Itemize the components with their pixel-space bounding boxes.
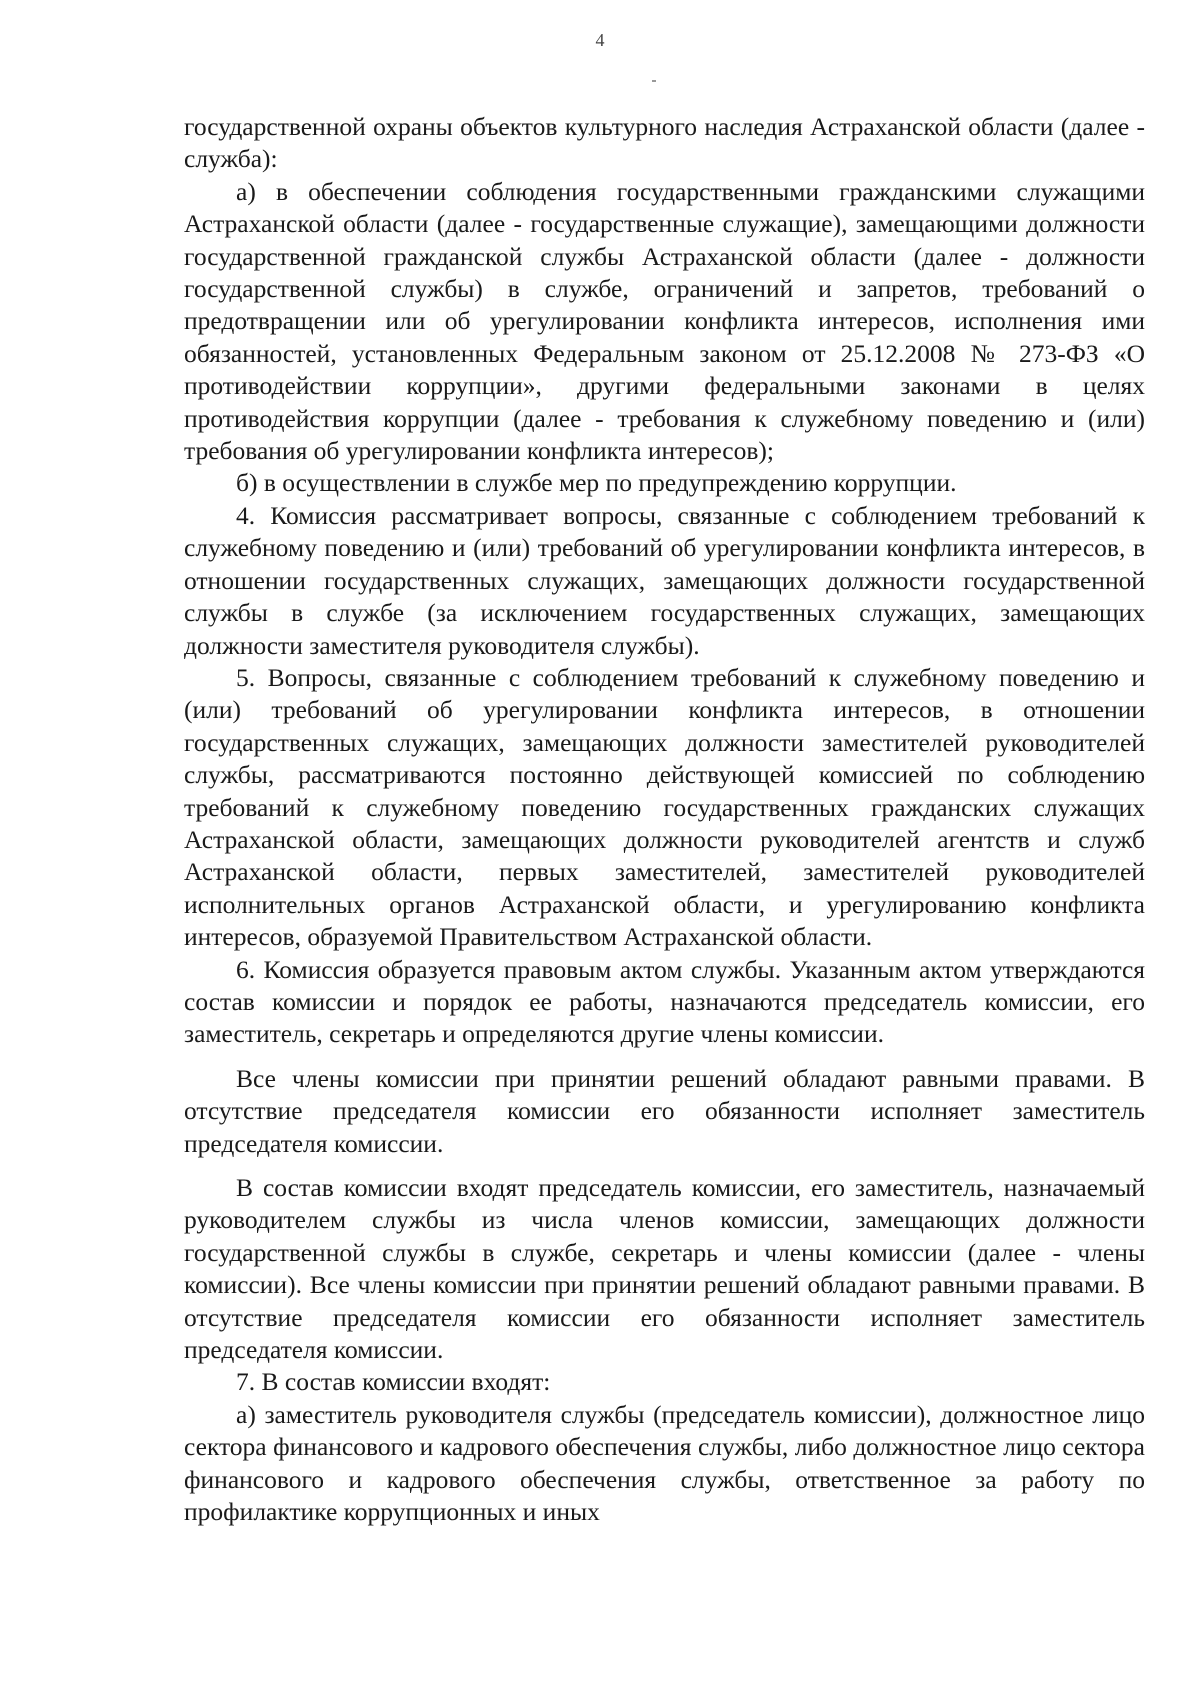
- document-body: [184, 111, 1145, 1528]
- paragraph-5: 5. Вопросы, связанные с соблюдением требований к служебному поведению и (или) требований об урегулировании конфликта интересов, в отношении государственных служащих, замещающих должности заместителей руководителей службы, рассматриваются постоянно действующей комиссией по соблюдению требований к служебному поведению государственных гражданских служащих Астраханской области, замещающих должности руководителей агентств и служб Астраханской области, первых заместителей, заместителей руководителей исполнительных органов Астраханской области, и урегулированию конфликта интересов, образуемой Правительством Астраханской области.: [184, 662, 1145, 952]
- paragraph-6: 6. Комиссия образуется правовым актом службы. Указанным актом утверждаются состав комиссии и порядок ее работы, назначаются председатель комиссии, его заместитель, секретарь и определяются другие члены комиссии.: [184, 954, 1145, 1049]
- paragraph-7: 7. В состав комиссии входят:: [236, 1367, 551, 1397]
- paragraph-6-composition: В состав комиссии входят председатель комиссии, его заместитель, назначаемый руководителем службы из числа членов комиссии, замещающих должности государственной службы в службе, секретарь и члены комиссии (далее - члены комиссии). Все члены комиссии при принятии решений обладают равными правами. В отсутствие председателя комиссии его обязанности исполняет заместитель председателя комиссии.: [184, 1173, 1145, 1365]
- paragraph-3b: б) в осуществлении в службе мер по предупреждению коррупции.: [236, 468, 957, 498]
- paragraph-7a: а) заместитель руководителя службы (председатель комиссии), должностное лицо сектора финансового и кадрового обеспечения службы, либо должностное лицо сектора финансового и кадрового обеспечения службы, ответственное за работу по профилактике коррупционных и иных: [184, 1399, 1145, 1527]
- paragraph-3a: а) в обеспечении соблюдения государственными гражданскими служащими Астраханской области (далее - государственные служащие), замещающими должности государственной гражданской службы Астраханской области (далее - должности государственной службы) в службе, ограничений и запретов, требований о предотвращении или об урегулировании конфликта интересов, исполнения ими обязанностей, установленных Федеральным законом от 25.12.2008 № 273-ФЗ «О противодействии коррупции», другими федеральными законами в целях противодействия коррупции (далее - требования к служебному поведению и (или) требования об урегулировании конфликта интересов);: [184, 176, 1145, 466]
- scan-artifact: [652, 80, 656, 82]
- page-number: 4: [595, 30, 605, 50]
- paragraph-continuation: государственной охраны объектов культурного наследия Астраханской области (далее - служба):: [184, 112, 1145, 174]
- paragraph-4: 4. Комиссия рассматривает вопросы, связанные с соблюдением требований к служебному поведению и (или) требований об урегулировании конфликта интересов, в отношении государственных служащих, замещающих должности государственной службы в службе (за исключением государственных служащих, замещающих должности заместителя руководителя службы).: [184, 500, 1145, 660]
- paragraph-6-equal-rights: Все члены комиссии при принятии решений обладают равными правами. В отсутствие председателя комиссии его обязанности исполняет заместитель председателя комиссии.: [184, 1063, 1145, 1158]
